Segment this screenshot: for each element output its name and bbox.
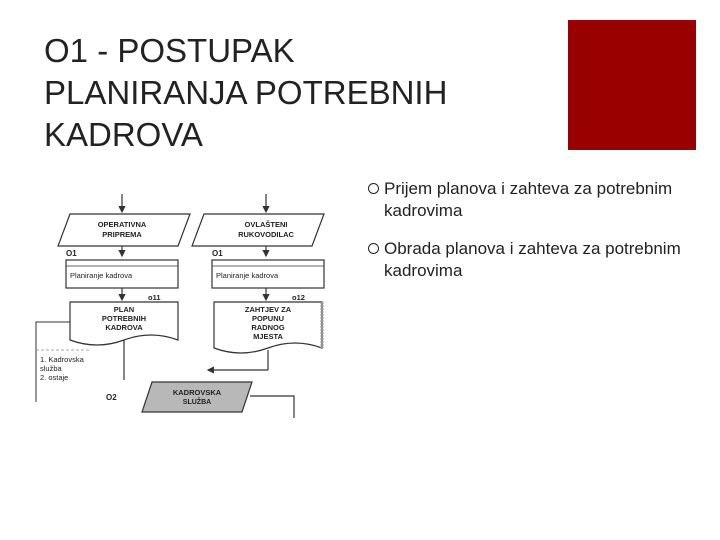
flowchart <box>30 190 330 420</box>
right-doc-code: o12 <box>292 293 305 302</box>
slide-title <box>44 30 564 156</box>
right-doc-text-3: RADNOG <box>251 323 285 332</box>
right-process-label: Planiranje kadrova <box>216 271 279 280</box>
title-line-1: O1 - POSTUPAK <box>44 32 295 69</box>
circle-bullet-icon <box>368 183 379 194</box>
output-shape <box>142 382 252 412</box>
right-input-text-2: RUKOVODILAC <box>238 230 294 239</box>
left-doc-code: o11 <box>148 293 161 302</box>
accent-block <box>568 20 696 150</box>
left-input-text-2: PRIPREMA <box>102 230 142 239</box>
output-text-2: SLUŽBA <box>182 399 212 406</box>
circle-bullet-icon <box>368 243 379 254</box>
left-doc-text-1: PLAN <box>113 305 135 314</box>
note-text-1: 1. Kadrovska <box>40 355 84 364</box>
left-doc-text-3: KADROVA <box>105 323 143 332</box>
right-doc-text-1: ZAHTJEV ZA <box>244 305 292 314</box>
bullet-item <box>366 238 696 282</box>
right-process-code: O1 <box>212 249 223 258</box>
bullet-list <box>366 178 696 298</box>
output-exit-line <box>250 396 294 418</box>
left-process-code: O1 <box>66 249 77 258</box>
left-doc-text-2: POTREBNIH <box>101 314 147 323</box>
bullet-text: Prijem planova i zahteva za potrebnim kadrovima <box>384 179 673 220</box>
right-doc-text-2: POPUNU <box>251 314 285 323</box>
bullet-text: Obrada planova i zahteva za potrebnim kadrovima <box>384 239 681 280</box>
left-input-text-1: OPERATIVNA <box>97 220 147 229</box>
title-line-3: KADROVA <box>44 116 203 153</box>
right-input-text-1: OVLAŠTENI <box>244 220 288 229</box>
bullet-item <box>366 178 696 222</box>
note-text-3: 2. ostaje <box>40 373 69 382</box>
output-text-1: KADROVSKA <box>172 388 222 397</box>
title-line-2: PLANIRANJA POTREBNIH <box>44 74 448 111</box>
note-text-2: služba <box>40 364 62 373</box>
left-process-label: Planiranje kadrova <box>70 271 133 280</box>
right-doc-text-4: MJESTA <box>253 332 283 341</box>
output-code: O2 <box>106 393 117 402</box>
